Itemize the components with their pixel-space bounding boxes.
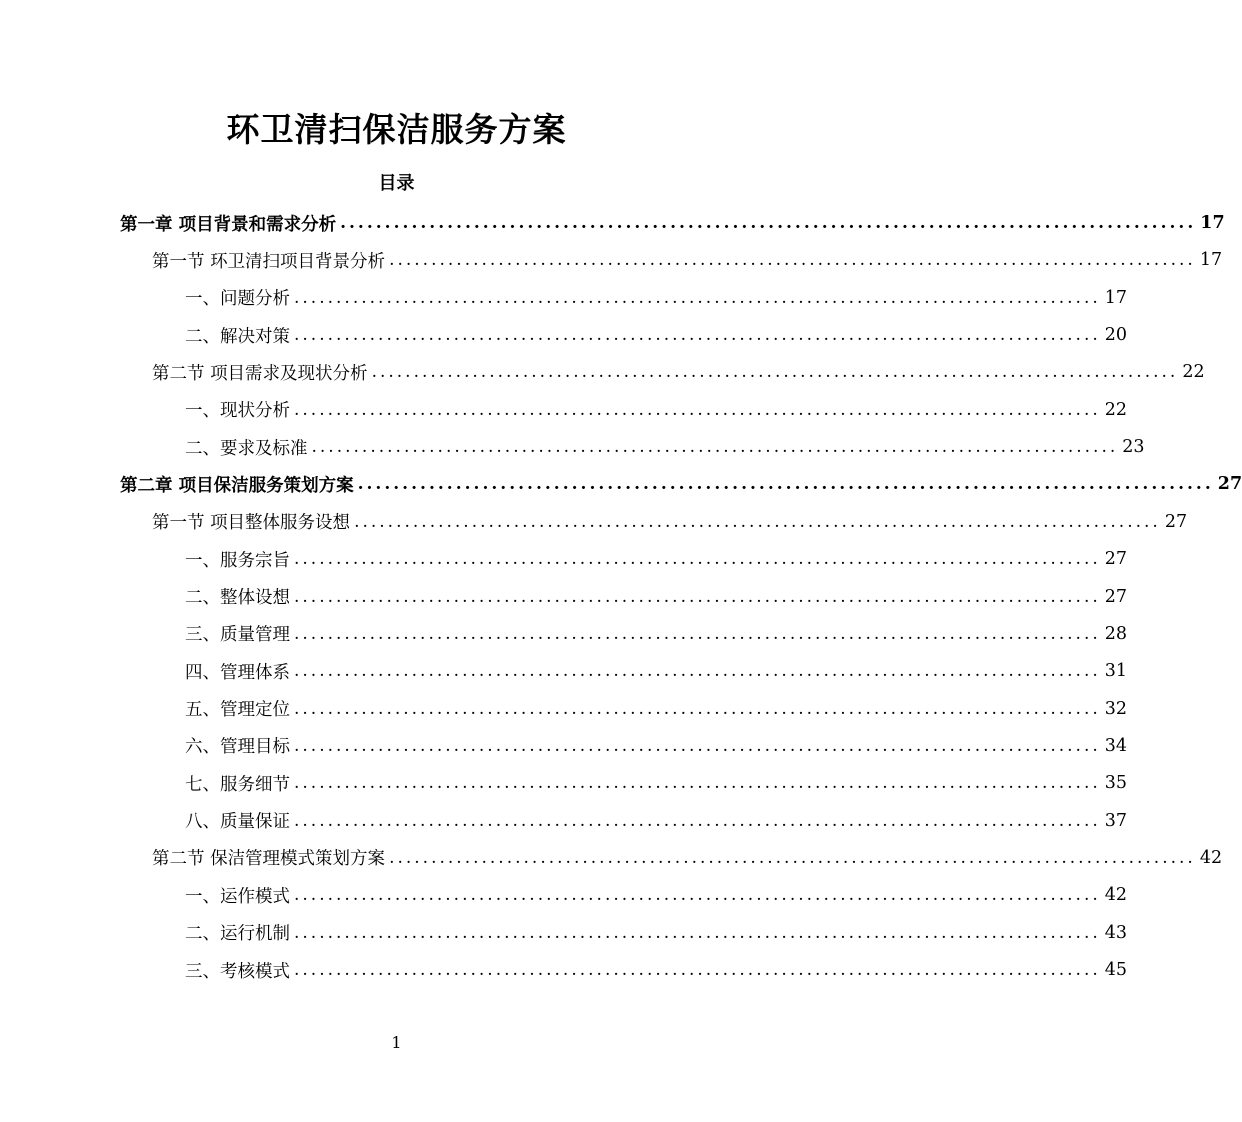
toc-entry-row bbox=[185, 769, 1128, 797]
toc-dot-leader: ................................................................................................ bbox=[294, 549, 1101, 570]
toc-entry-label: 第二章 项目保洁服务策划方案 bbox=[120, 475, 354, 496]
toc-entry[interactable] bbox=[0, 652, 1128, 689]
toc-entry[interactable] bbox=[0, 839, 1223, 876]
toc-entry-row bbox=[185, 657, 1128, 685]
toc-entry-page: 37 bbox=[1104, 810, 1128, 831]
toc-dot-leader: ................................................................................................ bbox=[294, 735, 1101, 756]
toc-heading: 目录 bbox=[378, 173, 415, 194]
toc-entry[interactable] bbox=[0, 914, 1128, 951]
toc-entry-page: 23 bbox=[1122, 437, 1145, 458]
toc-dot-leader: ................................................................................................ bbox=[371, 362, 1179, 383]
toc-entry-row bbox=[185, 919, 1128, 947]
toc-entry[interactable] bbox=[0, 615, 1128, 652]
toc-dot-leader: ................................................................................................ bbox=[294, 960, 1101, 980]
toc-entry-row bbox=[185, 620, 1128, 648]
toc-entry[interactable] bbox=[0, 204, 1225, 241]
toc-entry-label: 四、管理体系 bbox=[185, 662, 290, 683]
toc-entry-row bbox=[185, 807, 1128, 835]
toc-entry-row bbox=[152, 358, 1205, 386]
toc-dot-leader: ................................................................................................ bbox=[294, 623, 1101, 644]
toc-entry-row bbox=[185, 956, 1128, 984]
toc-entry-label: 五、管理定位 bbox=[185, 700, 290, 721]
toc-entry-page: 43 bbox=[1104, 922, 1128, 943]
toc-entry[interactable] bbox=[0, 578, 1128, 615]
toc-entry[interactable] bbox=[0, 764, 1128, 801]
toc-entry-row bbox=[152, 246, 1223, 274]
toc-dot-leader: ................................................................................................ bbox=[389, 250, 1196, 271]
toc-entry-page: 27 bbox=[1217, 474, 1242, 495]
toc-entry[interactable] bbox=[0, 876, 1128, 913]
toc-entry-label: 二、整体设想 bbox=[185, 588, 290, 608]
toc-entry-label: 第一节 项目整体服务设想 bbox=[152, 513, 351, 534]
toc-entry-row bbox=[185, 396, 1128, 424]
toc-entry[interactable] bbox=[0, 951, 1128, 988]
document-title: 环卫清扫保洁服务方案 bbox=[226, 110, 567, 149]
toc-entry-label: 一、问题分析 bbox=[185, 289, 290, 310]
toc-entry-row bbox=[185, 284, 1128, 312]
toc-entry-label: 一、运作模式 bbox=[185, 886, 290, 907]
toc-entry-row bbox=[185, 695, 1128, 723]
toc-entry[interactable] bbox=[0, 241, 1223, 278]
toc-entry-row bbox=[185, 732, 1128, 760]
toc-dot-leader: ................................................................................................ bbox=[389, 847, 1196, 868]
toc-entry-page: 27 bbox=[1104, 549, 1128, 570]
toc-dot-leader: ................................................................................................ bbox=[294, 661, 1101, 682]
toc-entry-label: 三、考核模式 bbox=[185, 961, 290, 982]
toc-entry-label: 八、质量保证 bbox=[185, 812, 290, 833]
toc-entry-label: 二、解决对策 bbox=[185, 326, 290, 347]
toc-dot-leader: ................................................................................................ bbox=[294, 287, 1101, 308]
toc-entry-page: 45 bbox=[1104, 960, 1128, 980]
toc-entry-page: 17 bbox=[1104, 287, 1128, 308]
toc-entry-label: 一、服务宗旨 bbox=[185, 550, 290, 571]
toc-dot-leader: ................................................................................................ bbox=[294, 922, 1101, 943]
toc-entry[interactable] bbox=[0, 690, 1128, 727]
toc-dot-leader: ................................................................................................ bbox=[294, 325, 1101, 346]
toc-entry-page: 32 bbox=[1104, 698, 1128, 719]
toc-entry[interactable] bbox=[0, 316, 1128, 353]
toc-dot-leader: ................................................................................................ bbox=[354, 511, 1161, 532]
toc-entry-label: 二、要求及标准 bbox=[185, 438, 308, 459]
toc-entry-label: 七、服务细节 bbox=[185, 774, 290, 795]
toc-entry[interactable] bbox=[0, 802, 1128, 839]
toc-entry-label: 第二节 项目需求及现状分析 bbox=[152, 363, 368, 384]
toc-entry[interactable] bbox=[0, 727, 1128, 764]
toc-entry[interactable] bbox=[0, 465, 1242, 502]
toc-entry-page: 28 bbox=[1104, 623, 1128, 644]
toc-entry-page: 17 bbox=[1200, 213, 1225, 233]
toc-dot-leader: ................................................................................................ bbox=[294, 698, 1101, 719]
toc-entry-page: 22 bbox=[1104, 399, 1128, 420]
toc-entry[interactable] bbox=[0, 540, 1128, 577]
toc-entry-page: 22 bbox=[1182, 362, 1205, 383]
toc-entry-row bbox=[185, 433, 1145, 461]
toc-entry[interactable] bbox=[0, 279, 1128, 316]
toc-entry-label: 第二节 保洁管理模式策划方案 bbox=[152, 849, 386, 870]
toc-entry[interactable] bbox=[0, 353, 1205, 390]
toc-entry-row bbox=[185, 545, 1128, 573]
toc-entry-label: 六、管理目标 bbox=[185, 737, 290, 758]
toc-entry-page: 17 bbox=[1199, 250, 1223, 271]
toc-dot-leader: ................................................................................................ bbox=[294, 885, 1101, 906]
toc-entry-label: 一、现状分析 bbox=[185, 401, 290, 422]
toc-dot-leader: ................................................................................................ bbox=[357, 474, 1214, 495]
toc-entry-page: 42 bbox=[1199, 847, 1223, 868]
toc-entry-page: 27 bbox=[1104, 586, 1128, 607]
toc-entry-label: 第一节 环卫清扫项目背景分析 bbox=[152, 251, 386, 272]
page-number: 1 bbox=[391, 1033, 402, 1052]
toc-entry[interactable] bbox=[0, 391, 1128, 428]
toc-entry-row bbox=[152, 844, 1223, 872]
toc-entry[interactable] bbox=[0, 428, 1145, 465]
toc-entry-label: 第一章 项目背景和需求分析 bbox=[120, 214, 337, 235]
toc-dot-leader: ................................................................................................ bbox=[294, 399, 1101, 420]
toc-entry-row bbox=[120, 209, 1225, 237]
toc-entry-row bbox=[185, 321, 1128, 349]
toc-dot-leader: ................................................................................................ bbox=[294, 773, 1101, 794]
toc-entry-row bbox=[185, 881, 1128, 909]
toc-dot-leader: ................................................................................................ bbox=[311, 437, 1119, 458]
toc-entry-row bbox=[152, 508, 1188, 536]
toc-entry-label: 二、运行机制 bbox=[185, 924, 290, 945]
toc-entry-page: 20 bbox=[1104, 325, 1128, 346]
toc-entry-page: 34 bbox=[1104, 735, 1128, 756]
toc-entry-row bbox=[120, 470, 1242, 498]
toc-entry-page: 27 bbox=[1164, 511, 1188, 532]
toc-entry-label: 三、质量管理 bbox=[185, 625, 290, 646]
toc-dot-leader: ................................................................................................ bbox=[294, 810, 1101, 831]
toc-entry[interactable] bbox=[0, 503, 1188, 540]
toc-entry-row bbox=[185, 583, 1128, 611]
toc-dot-leader: ................................................................................................ bbox=[294, 586, 1101, 607]
toc-entry-page: 35 bbox=[1104, 773, 1128, 794]
toc-entry-page: 31 bbox=[1104, 661, 1128, 682]
toc-entry-page: 42 bbox=[1104, 885, 1128, 906]
toc-dot-leader: ................................................................................................ bbox=[340, 213, 1197, 233]
